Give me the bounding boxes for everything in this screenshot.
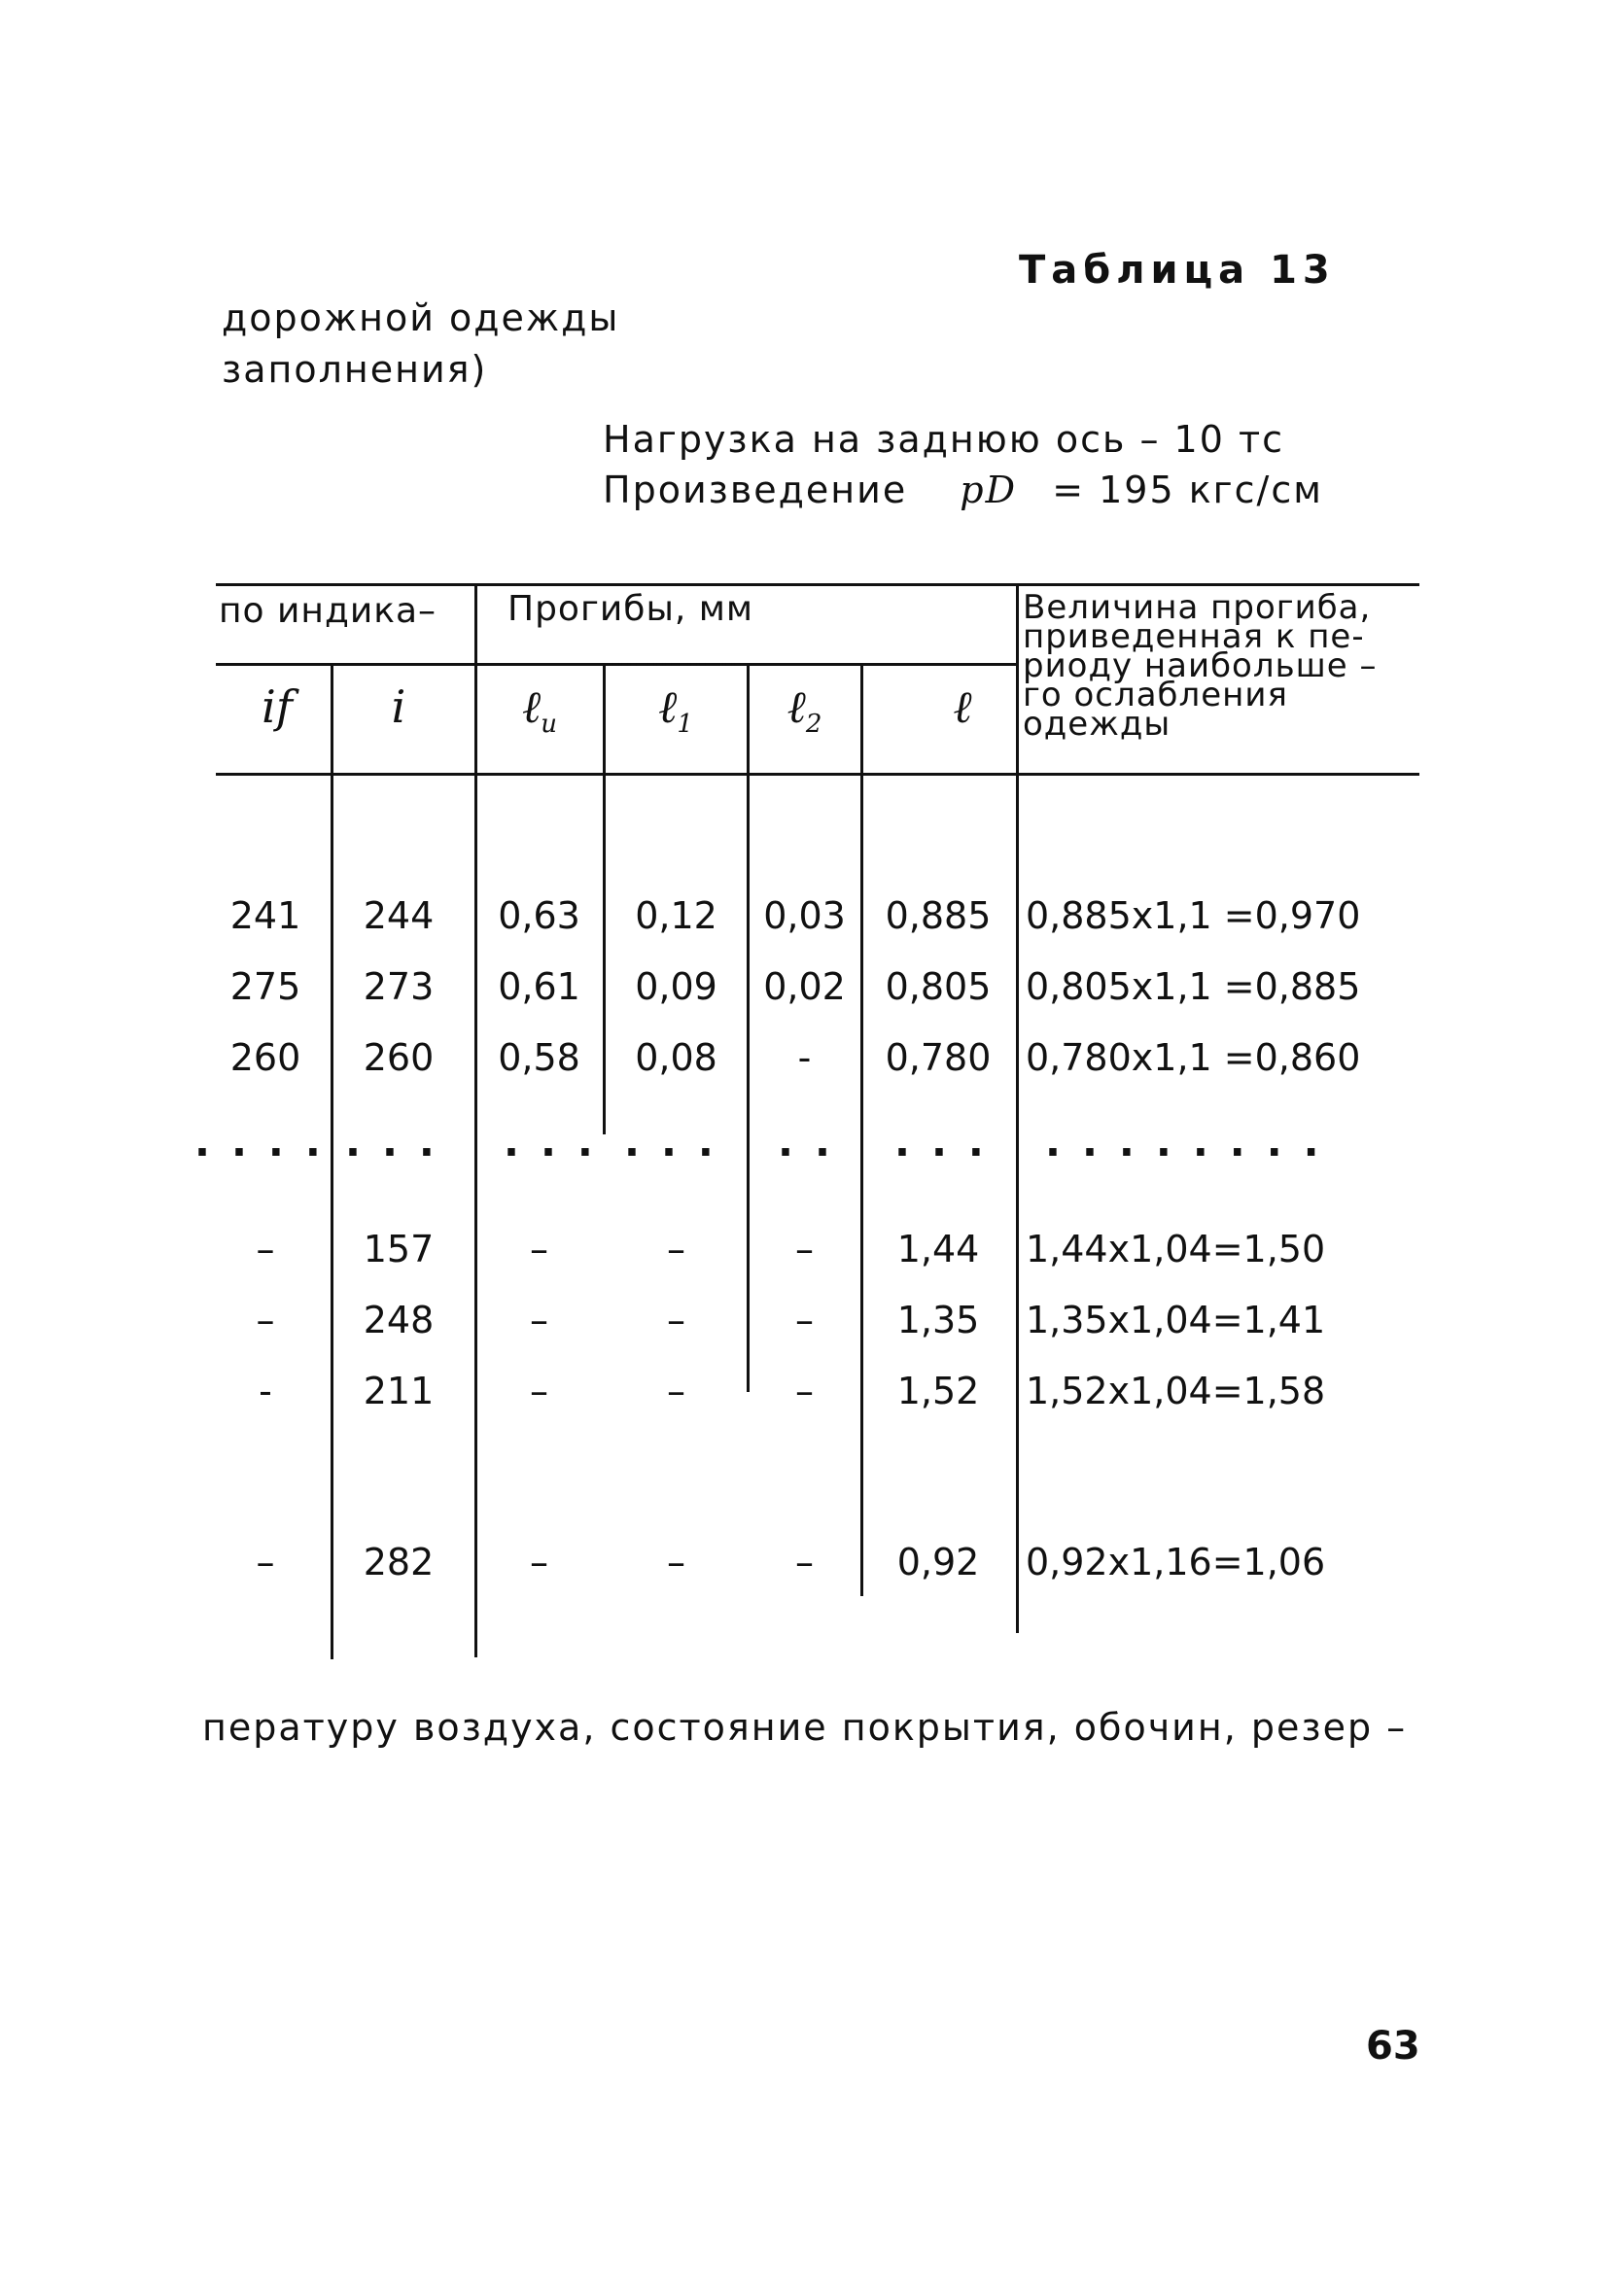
header-reduced-line-3: риоду наибольше – [1023, 646, 1378, 685]
page-number: 63 [1366, 2024, 1420, 2069]
table-cell: 273 [363, 965, 435, 1008]
table-cell: – [256, 1541, 275, 1583]
table-cell: – [795, 1299, 814, 1341]
table-cell: – [795, 1370, 814, 1412]
caption-line-1-text: дорожной одежды [222, 296, 620, 339]
table-cell: 0,58 [498, 1036, 580, 1079]
table-cell: 1,44x1,04=1,50 [1026, 1228, 1326, 1270]
table-cell: - [797, 1036, 812, 1079]
table-cell: – [667, 1228, 685, 1270]
header-dashed-rule [605, 663, 749, 666]
load-line-2 [603, 469, 1323, 511]
table-cell: – [667, 1299, 685, 1341]
ellipsis-c4: .. [778, 1118, 852, 1165]
table-cell: – [667, 1370, 685, 1412]
pd-symbol: pD [960, 469, 1018, 511]
table-cell: 0,09 [635, 965, 717, 1008]
table-cell: 0,885x1,1 =0,970 [1026, 894, 1361, 937]
table-cell: 211 [363, 1370, 435, 1412]
table-cell: 0,61 [498, 965, 580, 1008]
col-divider-5 [1016, 583, 1019, 1633]
header-bottom-rule [216, 773, 1419, 776]
ellipsis-c1: ... [345, 1118, 456, 1165]
table-cell: – [667, 1541, 685, 1583]
header-reduced-line-2: приведенная к пе- [1023, 617, 1365, 656]
table-cell: - [259, 1370, 272, 1412]
symbol-l2: ℓ$_2$ [787, 680, 822, 740]
ellipsis-c3: ... [624, 1118, 735, 1165]
table-cell: – [530, 1541, 548, 1583]
table-cell: 0,780 [885, 1036, 992, 1079]
table-cell: 260 [229, 1036, 301, 1079]
ellipsis-c6: ........ [1045, 1118, 1341, 1165]
col-divider-3 [747, 663, 750, 1392]
table-cell: 248 [363, 1299, 435, 1341]
table-title: Таблица 13 [1019, 248, 1336, 293]
table-cell: 1,52x1,04=1,58 [1026, 1370, 1326, 1412]
table-cell: – [530, 1228, 548, 1270]
footer-text: пературу воздуха, состояние покрытия, обочин, резер – [202, 1706, 1408, 1749]
header-deflections: Прогибы, мм [507, 589, 754, 629]
table-cell: – [530, 1299, 548, 1341]
table-cell: 0,805 [885, 965, 992, 1008]
col-divider-4 [860, 663, 863, 1596]
table-cell: – [256, 1228, 275, 1270]
table-cell: – [795, 1541, 814, 1583]
table-cell: 1,44 [896, 1228, 980, 1270]
symbol-i: i [391, 680, 406, 733]
table-cell: – [256, 1299, 275, 1341]
table-cell: 0,92 [896, 1541, 980, 1583]
table-cell: 0,805x1,1 =0,885 [1026, 965, 1361, 1008]
table-cell: 241 [229, 894, 301, 937]
load-value: = 195 кгс/см [1052, 469, 1323, 511]
table-cell: 244 [363, 894, 435, 937]
header-reduced-line-1: Величина прогиба, [1023, 588, 1372, 627]
caption-line-1 [222, 296, 619, 339]
table-cell: 1,52 [896, 1370, 980, 1412]
table-cell: 0,780x1,1 =0,860 [1026, 1036, 1361, 1079]
table-cell: 0,12 [635, 894, 717, 937]
symbol-if: if [262, 680, 293, 733]
symbol-lu: ℓ$_u$ [522, 680, 557, 740]
header-reduced [1023, 588, 1378, 744]
col-divider-2 [603, 663, 606, 1134]
header-indicator: по индика– [219, 591, 437, 631]
header-reduced-line-5: одежды [1023, 705, 1171, 744]
ellipsis-c0: .... [194, 1118, 342, 1165]
table-cell: 1,35 [896, 1299, 980, 1341]
table-cell: – [795, 1228, 814, 1270]
caption-line-2: заполнения) [222, 348, 488, 391]
table-top-rule [216, 583, 1419, 586]
table-cell: 1,35x1,04=1,41 [1026, 1299, 1326, 1341]
col-divider-1 [474, 583, 477, 1657]
table-cell: 0,63 [498, 894, 580, 937]
table-cell: 0,02 [763, 965, 846, 1008]
symbol-l: ℓ [953, 680, 972, 733]
symbol-l1: ℓ$_1$ [658, 680, 693, 740]
table-cell: 282 [363, 1541, 435, 1583]
table-cell: – [530, 1370, 548, 1412]
table-cell: 0,03 [763, 894, 846, 937]
header-reduced-line-4: го ослабления [1023, 676, 1288, 714]
table-cell: 0,08 [635, 1036, 717, 1079]
load-line-1: Нагрузка на заднюю ось – 10 тс [603, 418, 1284, 461]
table-cell: 260 [363, 1036, 435, 1079]
table-cell: 275 [229, 965, 301, 1008]
load-prefix: Произведение [603, 469, 908, 511]
table-cell: 157 [363, 1228, 435, 1270]
table-cell: 0,885 [885, 894, 992, 937]
table-cell: 0,92x1,16=1,06 [1026, 1541, 1326, 1583]
ellipsis-c5: ... [894, 1118, 1005, 1165]
ellipsis-c2: ... [504, 1118, 614, 1165]
